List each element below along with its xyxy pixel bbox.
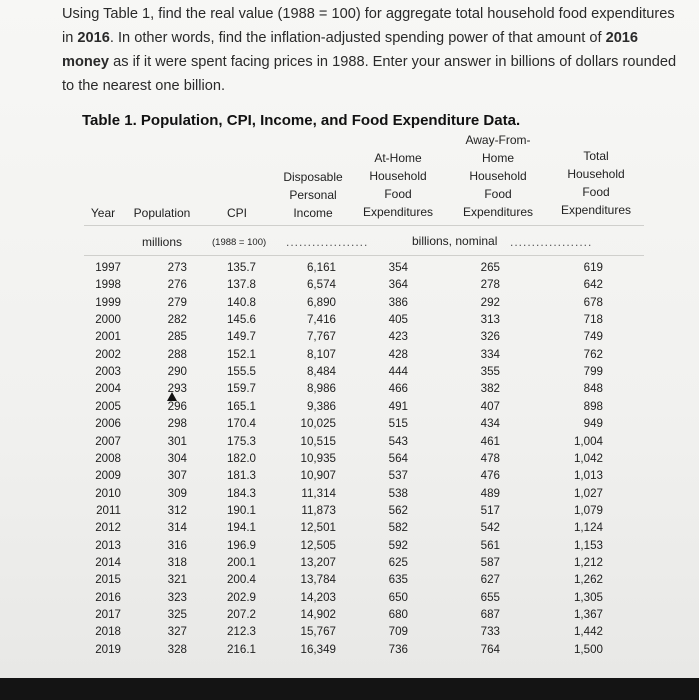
cell-year: 2004 bbox=[95, 382, 121, 396]
cell-income: 11,873 bbox=[301, 503, 336, 517]
cell-year: 2002 bbox=[95, 347, 121, 361]
header-divider bbox=[84, 225, 644, 226]
cell-athome: 354 bbox=[388, 261, 408, 274]
cell-population: 288 bbox=[167, 347, 187, 361]
units-divider bbox=[84, 255, 644, 256]
cell-income: 10,515 bbox=[300, 434, 336, 448]
header-total-line3: Food bbox=[582, 185, 610, 199]
cell-total: 642 bbox=[583, 278, 603, 292]
header-athome-line2: Household bbox=[369, 169, 427, 183]
header-income-line2: Personal bbox=[289, 188, 337, 202]
cell-away: 334 bbox=[480, 347, 500, 361]
cell-away: 517 bbox=[480, 503, 500, 517]
cell-athome: 625 bbox=[388, 555, 408, 569]
header-total-line2: Household bbox=[567, 167, 625, 181]
cell-away: 489 bbox=[480, 486, 500, 500]
cell-income: 10,935 bbox=[300, 451, 336, 465]
cell-athome: 428 bbox=[388, 347, 408, 361]
cell-population: 316 bbox=[167, 538, 187, 552]
cell-income: 13,784 bbox=[300, 573, 336, 587]
cell-income: 8,986 bbox=[306, 382, 336, 396]
cell-population: 290 bbox=[167, 365, 187, 379]
cell-away: 382 bbox=[480, 382, 500, 396]
cell-cpi: 207.2 bbox=[226, 608, 256, 621]
cell-athome: 444 bbox=[388, 365, 408, 379]
header-total-line4: Expenditures bbox=[560, 203, 632, 217]
cell-income: 6,890 bbox=[306, 295, 336, 309]
header-away-line3: Household bbox=[469, 169, 527, 183]
cell-year: 2012 bbox=[95, 521, 121, 535]
cell-population: 314 bbox=[167, 521, 187, 535]
question-year-bold: 2016 bbox=[77, 30, 110, 46]
question-text bbox=[62, 2, 687, 98]
header-income bbox=[278, 168, 348, 222]
cell-year: 2003 bbox=[95, 365, 121, 379]
cell-total: 762 bbox=[583, 347, 603, 361]
question-money-bold: 2016 money bbox=[62, 30, 639, 70]
cell-total: 1,500 bbox=[573, 642, 603, 656]
cell-year: 2010 bbox=[95, 486, 121, 500]
cell-population: 307 bbox=[167, 469, 187, 483]
cell-year: 2016 bbox=[95, 590, 121, 604]
cell-population: 296 bbox=[167, 399, 187, 413]
cell-total: 718 bbox=[583, 313, 603, 327]
cell-population: 321 bbox=[167, 573, 187, 587]
cell-cpi: 190.1 bbox=[226, 503, 256, 517]
cell-cpi: 196.9 bbox=[226, 538, 256, 552]
cell-year: 1998 bbox=[95, 278, 121, 292]
cell-year: 2005 bbox=[95, 399, 121, 413]
cell-total: 1,212 bbox=[573, 555, 603, 569]
cell-total: 1,124 bbox=[573, 521, 603, 535]
cell-away: 542 bbox=[480, 521, 500, 535]
unit-dots-left: ................... bbox=[286, 235, 369, 249]
cell-year: 2008 bbox=[95, 451, 121, 465]
header-away-line2: Home bbox=[481, 151, 514, 165]
cell-away: 278 bbox=[480, 278, 500, 292]
cell-year: 2011 bbox=[96, 503, 121, 517]
cell-athome: 592 bbox=[388, 538, 408, 552]
header-away bbox=[456, 131, 540, 221]
cell-athome: 466 bbox=[388, 382, 408, 396]
cell-year: 2019 bbox=[95, 642, 121, 656]
cell-away: 627 bbox=[480, 573, 500, 587]
cell-income: 10,025 bbox=[300, 417, 336, 431]
header-total bbox=[554, 147, 638, 219]
cell-income: 15,767 bbox=[300, 625, 336, 639]
cell-away: 561 bbox=[480, 538, 500, 552]
cell-total: 1,013 bbox=[573, 469, 603, 483]
header-athome-line3: Food bbox=[384, 187, 412, 201]
cell-population: 273 bbox=[167, 261, 187, 274]
cell-income: 12,505 bbox=[300, 538, 336, 552]
cell-athome: 709 bbox=[388, 625, 408, 639]
cell-away: 461 bbox=[480, 434, 500, 448]
cell-population: 282 bbox=[167, 313, 187, 327]
cell-year: 1997 bbox=[95, 261, 121, 274]
cell-athome: 635 bbox=[388, 573, 408, 587]
cell-athome: 538 bbox=[388, 486, 408, 500]
cell-athome: 386 bbox=[388, 295, 408, 309]
header-away-line1: Away-From- bbox=[465, 133, 531, 147]
cell-year: 2009 bbox=[95, 469, 121, 483]
cell-population: 298 bbox=[167, 417, 187, 431]
cell-income: 9,386 bbox=[306, 399, 336, 413]
cell-total: 1,262 bbox=[573, 573, 603, 587]
cell-cpi: 137.8 bbox=[226, 278, 256, 292]
mouse-cursor-icon bbox=[167, 392, 177, 401]
cell-income: 13,207 bbox=[300, 555, 336, 569]
cell-year: 2017 bbox=[95, 608, 121, 621]
cell-total: 1,442 bbox=[573, 625, 603, 639]
cell-total: 898 bbox=[583, 399, 603, 413]
cell-cpi: 165.1 bbox=[226, 399, 256, 413]
cell-income: 6,161 bbox=[306, 261, 336, 274]
cell-athome: 537 bbox=[388, 469, 408, 483]
cell-income: 10,907 bbox=[300, 469, 336, 483]
cell-year: 2014 bbox=[95, 555, 121, 569]
cell-year: 2000 bbox=[95, 313, 121, 327]
header-cpi: CPI bbox=[226, 206, 247, 220]
header-year: Year bbox=[90, 206, 116, 220]
unit-population: millions bbox=[142, 235, 183, 249]
cell-cpi: 159.7 bbox=[226, 382, 256, 396]
header-athome-line4: Expenditures bbox=[362, 205, 434, 219]
cell-income: 14,203 bbox=[300, 590, 336, 604]
cell-athome: 423 bbox=[388, 330, 408, 344]
cell-year: 2013 bbox=[95, 538, 121, 552]
cell-total: 1,004 bbox=[573, 434, 603, 448]
cell-cpi: 200.1 bbox=[226, 555, 256, 569]
header-away-line4: Food bbox=[484, 187, 512, 201]
cell-away: 313 bbox=[480, 313, 500, 327]
cell-away: 687 bbox=[480, 608, 500, 621]
cell-away: 326 bbox=[480, 330, 500, 344]
cell-year: 2018 bbox=[95, 625, 121, 639]
cell-away: 265 bbox=[480, 261, 500, 274]
cell-away: 434 bbox=[480, 417, 500, 431]
cell-population: 304 bbox=[167, 451, 187, 465]
cell-cpi: 200.4 bbox=[226, 573, 256, 587]
cell-cpi: 212.3 bbox=[226, 625, 256, 639]
unit-dots-right: ................... bbox=[510, 235, 593, 249]
bottom-bar bbox=[0, 678, 699, 700]
question-part1: Using Table 1, find the real value (1988 = 100) for aggregate total household food expenditures in bbox=[62, 6, 675, 46]
cell-athome: 582 bbox=[388, 521, 408, 535]
cell-population: 279 bbox=[167, 295, 187, 309]
cell-away: 355 bbox=[480, 365, 500, 379]
cell-away: 764 bbox=[480, 642, 500, 656]
header-total-line1: Total bbox=[583, 149, 609, 163]
cell-away: 655 bbox=[480, 590, 500, 604]
cell-cpi: 181.3 bbox=[226, 469, 256, 483]
cell-income: 14,902 bbox=[300, 608, 336, 621]
cell-income: 7,767 bbox=[306, 330, 336, 344]
cell-cpi: 135.7 bbox=[226, 261, 256, 274]
cell-cpi: 184.3 bbox=[226, 486, 256, 500]
header-athome bbox=[360, 149, 436, 221]
cell-total: 848 bbox=[583, 382, 603, 396]
cell-cpi: 149.7 bbox=[226, 330, 256, 344]
cell-athome: 680 bbox=[388, 608, 408, 621]
cell-athome: 564 bbox=[388, 451, 408, 465]
cell-population: 325 bbox=[167, 608, 187, 621]
cell-total: 949 bbox=[583, 417, 603, 431]
cell-income: 11,314 bbox=[301, 486, 336, 500]
cell-away: 407 bbox=[480, 399, 500, 413]
cell-cpi: 140.8 bbox=[226, 295, 256, 309]
cell-athome: 405 bbox=[388, 313, 408, 327]
cell-athome: 543 bbox=[388, 434, 408, 448]
cell-away: 478 bbox=[480, 451, 500, 465]
cell-cpi: 170.4 bbox=[226, 417, 256, 431]
cell-income: 12,501 bbox=[300, 521, 336, 535]
cell-athome: 515 bbox=[388, 417, 408, 431]
cell-cpi: 202.9 bbox=[226, 590, 256, 604]
cell-population: 327 bbox=[167, 625, 187, 639]
cell-total: 799 bbox=[583, 365, 603, 379]
cell-income: 7,416 bbox=[306, 313, 336, 327]
header-population: Population bbox=[133, 206, 191, 220]
cell-total: 1,079 bbox=[573, 503, 603, 517]
cell-away: 587 bbox=[480, 555, 500, 569]
cell-population: 318 bbox=[167, 555, 187, 569]
cell-population: 276 bbox=[167, 278, 187, 292]
cell-cpi: 145.6 bbox=[226, 313, 256, 327]
cell-total: 1,367 bbox=[573, 608, 603, 621]
cell-year: 2006 bbox=[95, 417, 121, 431]
cell-year: 2001 bbox=[95, 330, 121, 344]
cell-total: 1,042 bbox=[573, 451, 603, 465]
cell-population: 328 bbox=[167, 642, 187, 656]
cell-year: 1999 bbox=[95, 295, 121, 309]
cell-income: 8,107 bbox=[306, 347, 336, 361]
cell-income: 8,484 bbox=[306, 365, 336, 379]
question-part2: . In other words, find the inflation-adjusted spending power of that amount of bbox=[109, 30, 606, 46]
cell-income: 16,349 bbox=[300, 642, 336, 656]
cell-athome: 491 bbox=[388, 399, 408, 413]
unit-cpi: (1988 = 100) bbox=[212, 237, 267, 248]
question-part3: as if it were spent facing prices in 1988. Enter your answer in billions of dollars rounded to the nearest one billion. bbox=[62, 54, 677, 94]
cell-cpi: 194.1 bbox=[226, 521, 256, 535]
cell-away: 476 bbox=[480, 469, 500, 483]
cell-total: 1,305 bbox=[573, 590, 603, 604]
cell-year: 2007 bbox=[95, 434, 121, 448]
cell-year: 2015 bbox=[95, 573, 121, 587]
cell-athome: 736 bbox=[388, 642, 408, 656]
cell-athome: 562 bbox=[388, 503, 408, 517]
cell-population: 309 bbox=[167, 486, 187, 500]
header-income-line1: Disposable bbox=[283, 170, 343, 184]
header-income-line3: Income bbox=[293, 206, 333, 220]
cell-population: 312 bbox=[167, 503, 187, 517]
cell-cpi: 182.0 bbox=[226, 451, 256, 465]
header-away-line5: Expenditures bbox=[462, 205, 534, 219]
cell-total: 749 bbox=[583, 330, 603, 344]
cell-population: 293 bbox=[167, 382, 187, 396]
header-athome-line1: At-Home bbox=[374, 151, 422, 165]
cell-cpi: 216.1 bbox=[226, 642, 256, 656]
cell-total: 1,153 bbox=[573, 538, 603, 552]
cell-athome: 650 bbox=[388, 590, 408, 604]
cell-athome: 364 bbox=[388, 278, 408, 292]
cell-population: 323 bbox=[167, 590, 187, 604]
cell-population: 285 bbox=[167, 330, 187, 344]
cell-cpi: 152.1 bbox=[226, 347, 256, 361]
cell-income: 6,574 bbox=[306, 278, 336, 292]
cell-away: 292 bbox=[480, 295, 500, 309]
cell-total: 678 bbox=[583, 295, 603, 309]
cell-away: 733 bbox=[480, 625, 500, 639]
cell-cpi: 155.5 bbox=[226, 365, 256, 379]
cell-total: 619 bbox=[583, 261, 603, 274]
unit-money: billions, nominal bbox=[412, 234, 498, 248]
cell-cpi: 175.3 bbox=[226, 434, 256, 448]
table-title: Table 1. Population, CPI, Income, and Food Expenditure Data. bbox=[82, 112, 521, 129]
cell-total: 1,027 bbox=[573, 486, 603, 500]
cell-population: 301 bbox=[167, 434, 187, 448]
